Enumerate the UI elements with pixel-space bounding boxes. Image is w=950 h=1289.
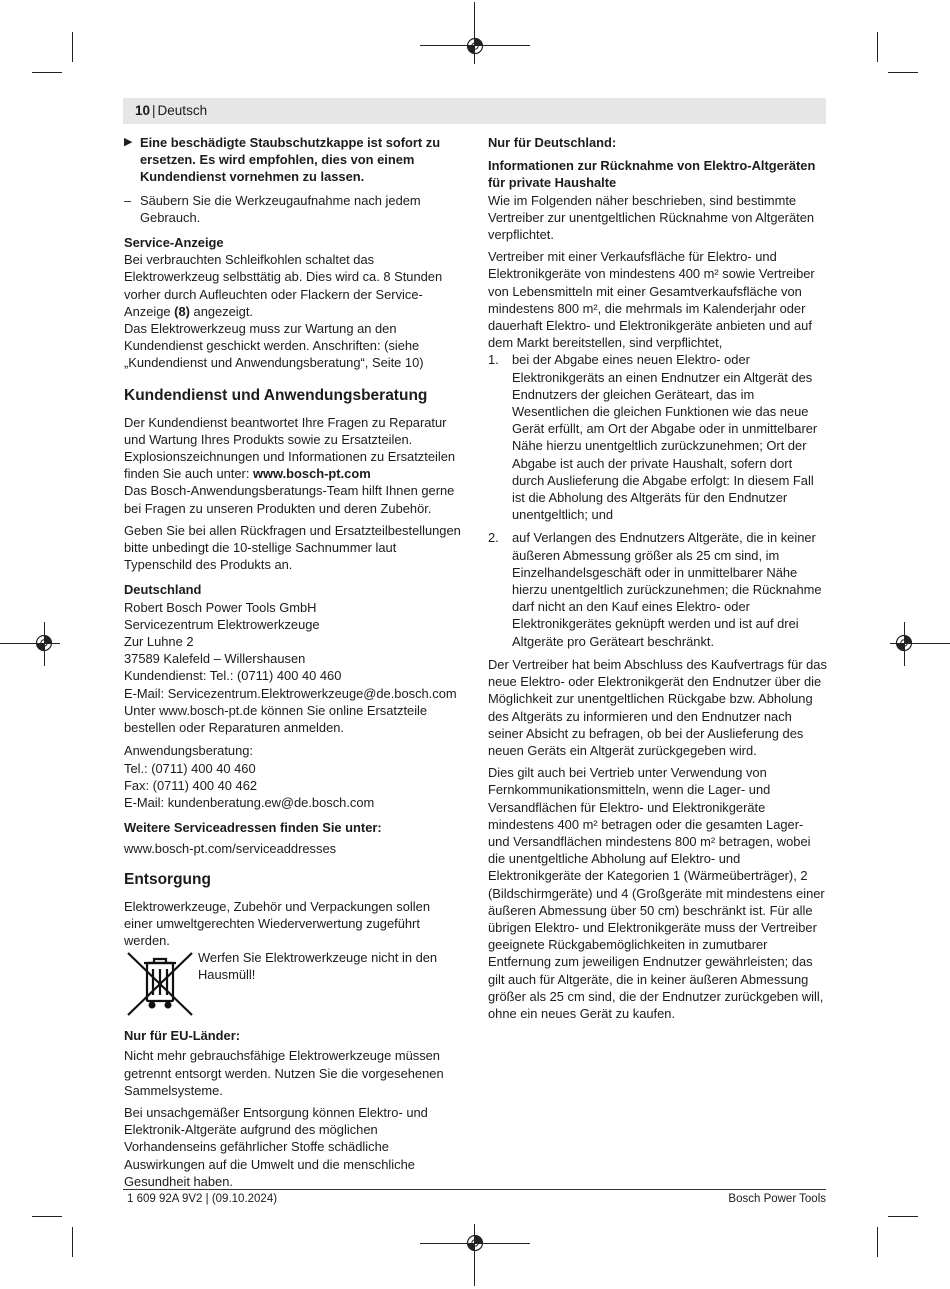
crop-mark [877, 32, 878, 62]
entsorgung-heading: Entsorgung [124, 870, 211, 888]
kundendienst-paragraph-2: Das Bosch-Anwendungsberatungs-Team hilft Ihnen gerne bei Fragen zu unseren Produkten und deren Zubehör. [124, 483, 455, 516]
address-line: Servicezentrum Elektrowerkzeuge [124, 616, 320, 632]
address-block [124, 599, 461, 737]
kundendienst-paragraph-1 [124, 414, 461, 483]
list-text: auf Verlangen des Endnutzers Altgeräte, die in keiner äußeren Abmessung größer als 25 cm sind, im Einzelhandelsgeschäft oder in unmittelbarer Nähe hierzu unentgeltlich zurückzunehmen; die Rücknahme darf nicht an den Kauf eines Elektro- oder Elektronikgerätes geknüpft werden und ist auf drei Altgeräte pro Geräteart beschränkt. [512, 530, 822, 649]
bosch-pt-link[interactable]: www.bosch-pt.com [253, 466, 371, 482]
info-paragraph-3: Der Vertreiber hat beim Abschluss des Kaufvertrags für das neue Elektro- oder Elektronikgerät den Endnutzer über die Möglichkeit zur unentgeltlichen Rückgabe bzw. Abholung des Altgeräts zu informieren und den Endnutzer nach seiner Absicht zu befragen, ob bei der Auslieferung des neuen Geräts ein Altgerät zurückgegeben wird. [488, 656, 827, 758]
phone-line: Kundendienst: Tel.: (0711) 400 40 460 [124, 668, 342, 684]
info-paragraph-4: Dies gilt auch bei Vertrieb unter Verwendung von Fernkommunikationsmitteln, wenn die Lager- und Versandflächen für Elektro- und Elektronikgeräte mindestens 400 m² betragen oder die gesamten Lager- und Versandflächen mindestens 800 m² betragen, wobei die unentgeltliche Abholung auf Elektro- und Elektronikgeräte der Kategorien 1 (Wärmeüberträger), 2 (Bildschirmgeräte) und 4 (Großgeräte mit mindestens einer äußeren Abmessung über 50 cm) beschränkt ist. Für alle übrigen Elektro- und Elektronikgeräte muss der Vertreiber geeignete Rückgabemöglichkeiten in zumutbarer Entfernung zum jeweiligen Endnutzer gewährleisten; das gilt auch für Altgeräte, die in keiner äußeren Abmessung größer als 25 cm sind, die der Endnutzer zurückgeben will, ohne ein neues Gerät zu kaufen. [488, 765, 825, 1021]
crop-mark [32, 1216, 62, 1217]
crop-mark [888, 72, 918, 73]
dash-bullet-icon: – [124, 192, 132, 208]
weee-block [124, 949, 461, 1019]
ab-line: Tel.: (0711) 400 40 460 [124, 760, 256, 776]
online-parts-line: Unter www.bosch-pt.de können Sie online Ersatzteile bestellen oder Reparaturen anmelden. [124, 702, 428, 736]
address-line: 37589 Kalefeld – Willershausen [124, 651, 306, 667]
info-paragraph-2: Vertreiber mit einer Verkaufsfläche für Elektro- und Elektronikgeräte von mindestens 400 m² sowie Vertreiber von Lebensmitteln mit einer Gesamtverkaufsfläche von mindestens 800 m², die mehrmals im Kalenderjahr oder dauerhaft Elektro- und Elektronikgeräte anbieten und auf dem Markt bereitstellen, sind verpflichtet, [488, 249, 815, 351]
eu-title: Nur für EU-Länder: [124, 1028, 241, 1044]
eu-paragraph-1: Nicht mehr gebrauchsfähige Elektrowerkzeuge müssen getrennt entsorgt werden. Nutzen Sie die vorgesehenen Sammelsysteme. [124, 1048, 444, 1098]
ab-line: Anwendungsberatung: [124, 743, 254, 759]
info-title: Informationen zur Rücknahme von Elektro-Altgeräten für private Haushalte [488, 158, 816, 191]
kd-text: Der Kundendienst beantwortet Ihre Fragen zu Reparatur und Wartung Ihres Produkts sowie zu Ersatzteilen. Explosionszeichnungen und Informationen zu Ersatzteilen finden Sie auch unter: [124, 414, 456, 482]
service-text-a: Bei verbrauchten Schleifkohlen schaltet das Elektrowerkzeug selbsttätig ab. Dies wird ca. 8 Stunden vorher durch Aufleuchten oder Flackern der Service-Anzeige [124, 252, 443, 319]
ab-line: E-Mail: kundenberatung.ew@de.bosch.com [124, 794, 375, 810]
service-paragraph-1 [124, 251, 461, 320]
service-addresses-link[interactable]: www.bosch-pt.com/serviceaddresses [124, 841, 337, 857]
registration-mark-icon [466, 37, 484, 55]
warning-text: Eine beschädigte Staubschutzkappe ist sofort zu ersetzen. Es wird empfohlen, dies von einem Kundendienst vornehmen zu lassen. [140, 135, 441, 185]
service-text-b: angezeigt. [189, 303, 254, 319]
service-paragraph-2: Das Elektrowerkzeug muss zur Wartung an den Kundendienst geschickt werden. Anschriften: (siehe „Kundendienst und Anwendungsberatung“, Seite 10) [124, 321, 424, 371]
service-ref: (8) [174, 303, 190, 319]
crop-mark [72, 32, 73, 62]
list-number: 2. [488, 530, 499, 546]
crop-mark [32, 72, 62, 73]
footer-brand: Bosch Power Tools [728, 1193, 826, 1205]
registration-mark-icon [466, 1234, 484, 1252]
weee-text: Werfen Sie Elektrowerkzeuge nicht in den Hausmüll! [198, 950, 438, 983]
list-item [488, 529, 827, 649]
anwendungsberatung-block [124, 742, 461, 811]
info-paragraph-1: Wie im Folgenden näher beschrieben, sind bestimmte Vertreiber zur unentgeltlichen Rücknahme von Altgeräten verpflichtet. [488, 192, 815, 243]
registration-mark-icon [35, 634, 53, 652]
right-column [488, 134, 827, 1027]
address-line: Robert Bosch Power Tools GmbH [124, 599, 317, 615]
header-separator: | [152, 103, 156, 118]
entsorgung-paragraph: Elektrowerkzeuge, Zubehör und Verpackungen sollen einer umweltgerechten Wiederverwertung zugeführt werden. [124, 898, 430, 948]
dash-text: Säubern Sie die Werkzeugaufnahme nach jedem Gebrauch. [140, 192, 421, 225]
registration-mark-icon [895, 634, 913, 652]
crossed-bin-icon [124, 949, 198, 1019]
page-header [123, 98, 826, 124]
eu-paragraph-2: Bei unsachgemäßer Entsorgung können Elektro- und Elektronik-Altgeräte aufgrund des möglichen Vorhandenseins gefährlicher Stoffe schädliche Auswirkungen auf die Umwelt und die menschliche Gesundheit haben. [124, 1104, 428, 1189]
service-title: Service-Anzeige [124, 235, 224, 251]
triangle-bullet-icon: ▶ [124, 136, 133, 148]
crop-mark [888, 1216, 918, 1217]
ab-line: Fax: (0711) 400 40 462 [124, 777, 258, 793]
deutschland-title: Deutschland [124, 582, 202, 598]
footer-rule [123, 1189, 826, 1190]
page-number: 10 [135, 103, 151, 118]
header-language: Deutsch [157, 103, 208, 118]
crop-mark [877, 1227, 878, 1257]
list-number: 1. [488, 352, 499, 368]
list-text: bei der Abgabe eines neuen Elektro- oder Elektronikgeräts an einen Endnutzer ein Altgerät des Endnutzers der gleichen Geräteart, das im Wesentlichen die gleichen Funktionen wie das neue Gerät erfüllt, am Ort der Abgabe oder in unmittelbarer Nähe hierzu unentgeltlich zurückzunehmen; Ort der Abgabe ist auch der private Haushalt, sofern dort durch Auslieferung die Abgabe erfolgt: In diesem Fall ist die Abholung des Altgeräts für den Endnutzer unentgeltlich; und [512, 352, 818, 523]
warning-item [124, 134, 461, 186]
crop-mark [72, 1227, 73, 1257]
address-line: Zur Luhne 2 [124, 634, 194, 650]
more-addresses-title: Weitere Serviceadressen finden Sie unter: [124, 820, 382, 836]
list-item [488, 351, 827, 523]
kundendienst-heading: Kundendienst und Anwendungsberatung [124, 386, 428, 404]
dash-item [124, 192, 461, 226]
left-column [124, 134, 461, 1195]
email-line: E-Mail: Servicezentrum.Elektrowerkzeuge@de.bosch.com [124, 685, 457, 701]
kundendienst-paragraph-3: Geben Sie bei allen Rückfragen und Ersatzteilbestellungen bitte unbedingt die 10-stellige Sachnummer laut Typenschild des Produkts an. [124, 522, 461, 573]
footer-doc-id: 1 609 92A 9V2 | (09.10.2024) [127, 1193, 278, 1205]
germany-only-title: Nur für Deutschland: [488, 135, 617, 150]
